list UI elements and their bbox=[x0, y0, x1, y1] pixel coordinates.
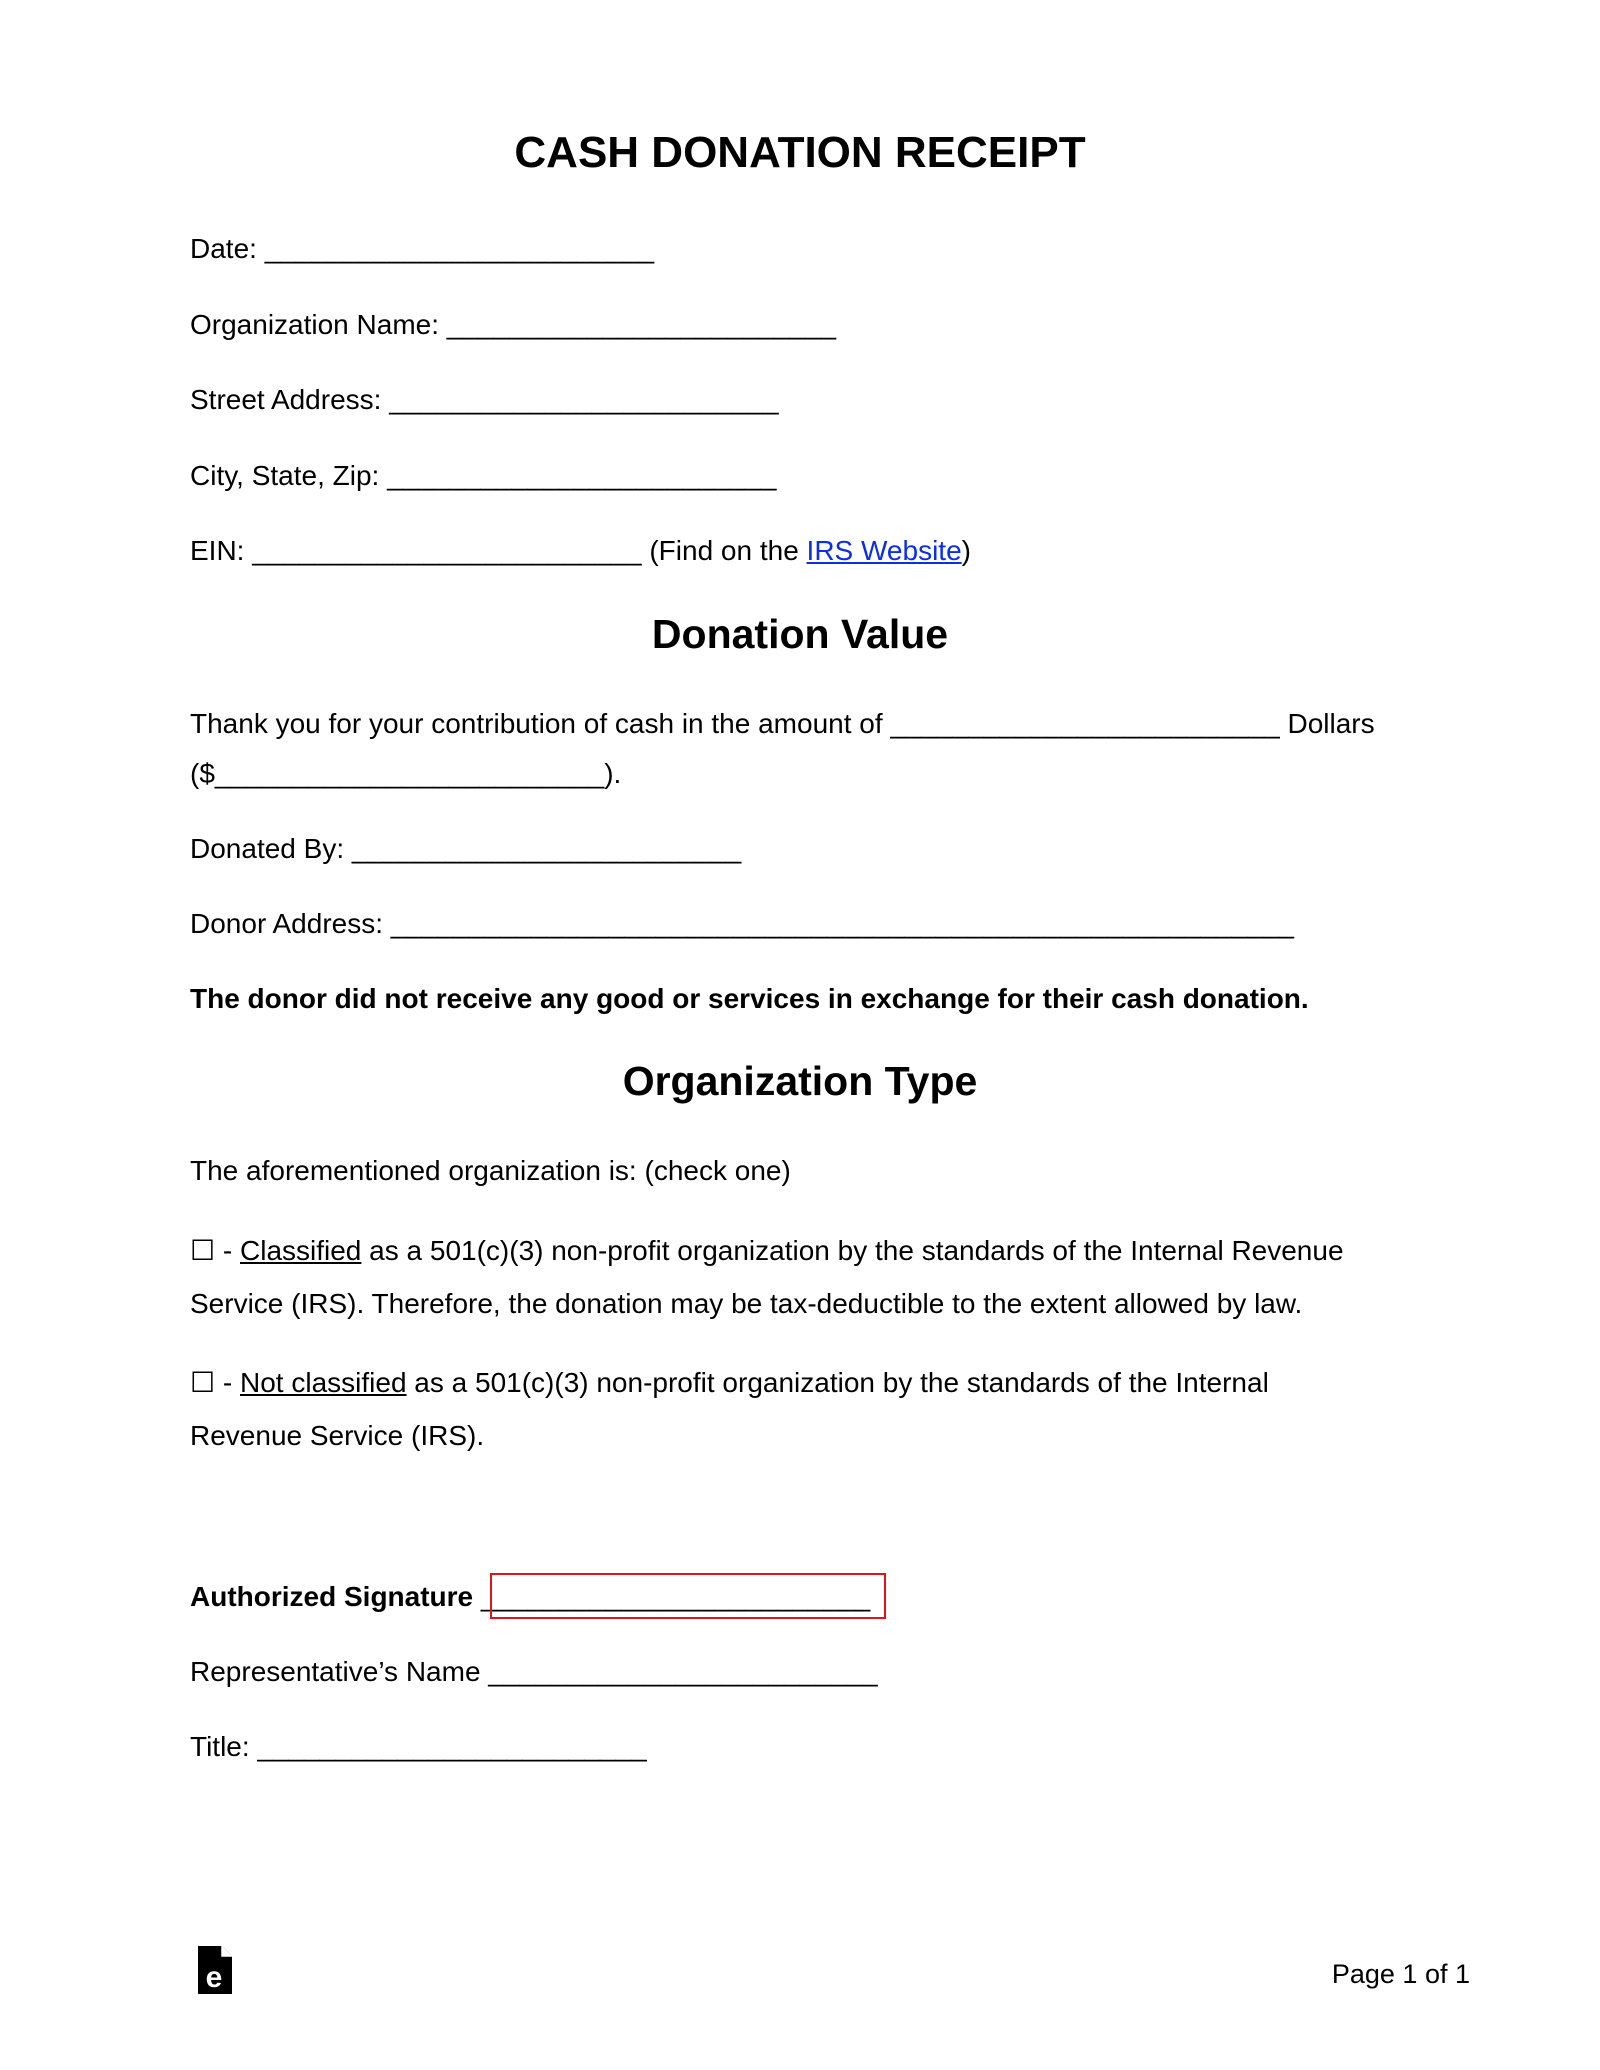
page-title: CASH DONATION RECEIPT bbox=[514, 128, 1086, 177]
option-dash: - bbox=[215, 1367, 240, 1398]
street-field[interactable]: _________________________ bbox=[389, 384, 779, 415]
donor-address-label: Donor Address: bbox=[190, 908, 383, 939]
donor-address-field[interactable]: __________________________________________________________ bbox=[390, 908, 1294, 939]
ein-note-suffix: ) bbox=[961, 535, 971, 566]
classified-label: Classified bbox=[240, 1235, 362, 1266]
option-classified-line-2: Service (IRS). Therefore, the donation may be tax-deductible to the extent allowed by law. bbox=[190, 1288, 1303, 1319]
city-field[interactable]: _________________________ bbox=[387, 460, 777, 491]
ein-row bbox=[190, 534, 971, 568]
eforms-logo-icon bbox=[196, 1944, 234, 1996]
donated-by-field[interactable]: _________________________ bbox=[351, 833, 742, 864]
amount-number-field[interactable]: _________________________ bbox=[214, 758, 605, 789]
amount-close: ). bbox=[604, 758, 622, 789]
amount-words-field[interactable]: _________________________ bbox=[890, 708, 1280, 739]
not-classified-label: Not classified bbox=[240, 1367, 407, 1398]
city-label: City, State, Zip: bbox=[190, 460, 380, 491]
city-row bbox=[190, 459, 776, 493]
irs-website-link[interactable]: IRS Website bbox=[806, 535, 962, 566]
title-field[interactable]: _________________________ bbox=[257, 1731, 647, 1762]
ein-label: EIN: bbox=[190, 535, 245, 566]
dollars-label: Dollars bbox=[1287, 708, 1375, 739]
org-name-field[interactable]: _________________________ bbox=[446, 309, 837, 340]
authorized-signature-field[interactable]: _________________________ bbox=[480, 1581, 871, 1612]
classified-checkbox[interactable]: ☐ bbox=[190, 1235, 216, 1266]
option-not-classified-line-2: Revenue Service (IRS). bbox=[190, 1420, 485, 1451]
rep-name-label: Representative’s Name bbox=[190, 1656, 481, 1687]
org-name-label: Organization Name: bbox=[190, 309, 440, 340]
classified-text: as a 501(c)(3) non-profit organization by the standards of the Internal Revenue bbox=[361, 1235, 1344, 1266]
donation-value-heading: Donation Value bbox=[651, 611, 949, 657]
option-classified-line-1 bbox=[190, 1234, 1344, 1268]
option-dash: - bbox=[215, 1235, 240, 1266]
donor-address-row bbox=[190, 907, 1294, 941]
not-classified-checkbox[interactable]: ☐ bbox=[190, 1367, 216, 1398]
donor-statement: The donor did not receive any good or services in exchange for their cash donation. bbox=[190, 983, 1309, 1014]
date-field[interactable]: _________________________ bbox=[264, 233, 655, 264]
ein-field[interactable]: _________________________ bbox=[252, 535, 642, 566]
ein-note-prefix: (Find on the bbox=[649, 535, 807, 566]
street-label: Street Address: bbox=[190, 384, 382, 415]
rep-name-row bbox=[190, 1655, 878, 1689]
date-row bbox=[190, 232, 654, 266]
amount-line-2 bbox=[190, 757, 621, 791]
amount-line-1 bbox=[190, 707, 1375, 741]
rep-name-field[interactable]: _________________________ bbox=[488, 1656, 878, 1687]
amount-text: Thank you for your contribution of cash in the amount of bbox=[190, 708, 883, 739]
logo-letter: e bbox=[205, 1961, 223, 1994]
organization-type-heading: Organization Type bbox=[622, 1058, 978, 1104]
signature-highlight-box[interactable] bbox=[490, 1573, 886, 1619]
title-label: Title: bbox=[190, 1731, 250, 1762]
authorized-signature-label: Authorized Signature bbox=[190, 1581, 474, 1612]
option-not-classified-line-1 bbox=[190, 1366, 1269, 1400]
donated-by-label: Donated By: bbox=[190, 833, 345, 864]
page-number: Page 1 of 1 bbox=[1331, 1959, 1470, 1989]
not-classified-text: as a 501(c)(3) non-profit organization by the standards of the Internal bbox=[406, 1367, 1269, 1398]
donated-by-row bbox=[190, 832, 741, 866]
title-row bbox=[190, 1730, 647, 1764]
org-name-row bbox=[190, 308, 836, 342]
org-type-intro: The aforementioned organization is: (check one) bbox=[190, 1155, 791, 1186]
street-row bbox=[190, 383, 779, 417]
dollar-sign-label: ($ bbox=[190, 758, 215, 789]
date-label: Date: bbox=[190, 233, 257, 264]
